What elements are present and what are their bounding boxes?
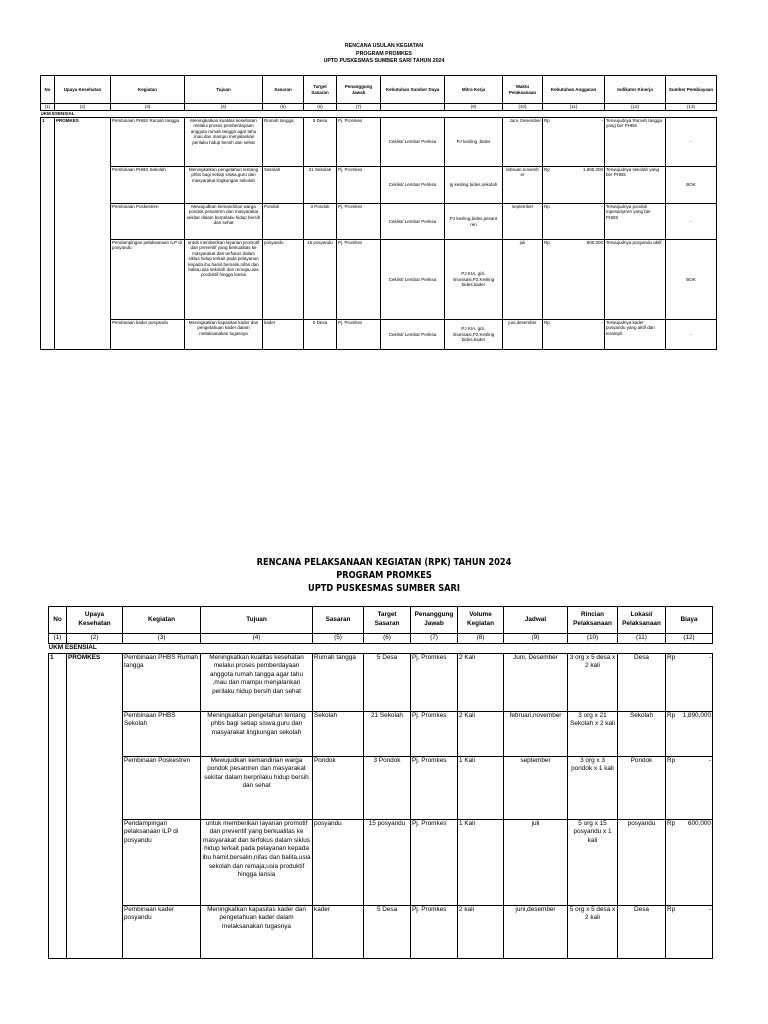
table-row	[49, 653, 713, 711]
header-cell: Kebutuhan Sumber Daya	[381, 76, 445, 104]
target-cell: 15 posyandu	[364, 819, 411, 905]
sasaran-cell: Rumah tangga	[313, 653, 364, 711]
anggaran-value: -	[601, 118, 603, 123]
indikator-cell: Terwujudnya sekolah yang ber PHBS	[605, 167, 666, 204]
column-number	[381, 104, 445, 111]
mitra-cell: PJ KIA, gizi, imunisasi,P2,Kesling bides,kader	[445, 320, 503, 350]
biaya-value: -	[708, 905, 711, 913]
biaya-cell	[666, 653, 713, 711]
lokasi-cell: Pondok	[618, 756, 666, 819]
kebutuhan-cell: Ceklist/ Lembar Periksa	[381, 204, 445, 240]
kegiatan-cell: Pembinaan PHBS Rumah tangga	[111, 118, 185, 167]
column-number: (1)	[41, 104, 55, 111]
rincian-cell: 3 org x 21 Sekolah x 2 kali	[568, 711, 618, 756]
sasaran-cell: Rumah tangga	[263, 118, 304, 167]
doc1-title-line: PROGRAM PROMKES	[356, 50, 412, 57]
kegiatan-cell: Pembinaan PHBS Sekolah	[123, 711, 201, 756]
rp-label: Rp	[544, 204, 550, 209]
header-cell: Sasaran	[263, 76, 304, 104]
kegiatan-cell: Pembinaan Poskestren	[111, 204, 185, 240]
section-row	[49, 643, 713, 653]
rp-label: Rp	[667, 653, 676, 661]
column-number: (13)	[666, 104, 717, 111]
doc1-title-line: RENCANA USULAN KEGIATAN	[344, 43, 424, 49]
kebutuhan-cell: Ceklist/ Lembar Periksa	[381, 240, 445, 320]
volume-cell: 2 kali	[458, 905, 504, 958]
waktu-cell: juli	[503, 240, 543, 320]
sasaran-cell: Sekolah	[263, 167, 304, 204]
tujuan-cell: Meningkatkan kualitas kesehatan melalui proses pemberdayaan anggota rumah tangga agar tahu ,mau dan mampu menjalankan perilaku hidup bersih dan sehat	[201, 653, 313, 711]
tujuan-cell: Mewujudkan kemandirian warga pondok pesantren dan masyarakat sekitar dalam berprilaku hidup bersih dan sehat	[201, 756, 313, 819]
sasaran-cell: Pondok	[313, 756, 364, 819]
biaya-cell	[666, 819, 713, 905]
table-row	[49, 756, 713, 819]
header-cell: Sumber Pembiayaan	[666, 76, 717, 104]
tujuan-cell: Meningkatkan kapasitas kader dan pengetahuan kader dalam melaksanakan tugasnya	[185, 320, 263, 350]
column-number: (5)	[263, 104, 304, 111]
table-row	[41, 320, 717, 350]
sasaran-cell: posyandu	[313, 819, 364, 905]
pj-cell: Pj. Promkes	[411, 653, 458, 711]
waktu-cell: juni,desember	[503, 320, 543, 350]
volume-cell: 1 Kali	[458, 756, 504, 819]
column-number-row	[49, 634, 713, 644]
upaya-kesehatan: PROMKES	[67, 653, 123, 958]
column-number: (2)	[67, 634, 123, 644]
doc2-title-line: UPTD PUSKESMAS SUMBER SARI	[308, 583, 460, 594]
header-cell: No	[41, 76, 55, 104]
header-cell: Kebutuhan Anggaran	[543, 76, 605, 104]
header-cell: Target Sasaran	[304, 76, 337, 104]
rp-label: Rp	[667, 756, 676, 764]
sasaran-cell: posyandu	[263, 240, 304, 320]
tujuan-cell: Meningkatkan kualitas kesehatan melalui proses pemberdayaan anggota rumah tangga agar tahu ,mau dan mampu menjalankan perilaku hidup bersih dan sehat	[185, 118, 263, 167]
table-row	[41, 204, 717, 240]
sumber-cell: BOK	[666, 240, 717, 320]
column-number: (3)	[111, 104, 185, 111]
kegiatan-cell: Pembinaan Poskestren	[123, 756, 201, 819]
rp-label: Rp	[544, 320, 550, 325]
rp-label: Rp	[667, 905, 676, 913]
target-cell: 5 Desa	[364, 653, 411, 711]
biaya-cell	[666, 711, 713, 756]
sasaran-cell: Sekolah	[313, 711, 364, 756]
target-cell: 15 posyandu	[304, 240, 337, 320]
indikator-cell: Terwujudnya pondok mpesanytren yang ber PHBS	[605, 204, 666, 240]
doc2-title	[54, 556, 714, 595]
section-label: UKM ESENSIAL	[40, 111, 75, 116]
kegiatan-cell: Pembinaan kader posyandu	[111, 320, 185, 350]
kebutuhan-cell: Ceklist/ Lembar Periksa	[381, 320, 445, 350]
sumber-cell: -	[666, 118, 717, 167]
lokasi-cell: Desa	[618, 653, 666, 711]
mitra-cell: pj kesling bides,sekolah	[445, 167, 503, 204]
doc2-title-line: RENCANA PELAKSANAAN KEGIATAN (RPK) TAHUN 2024	[256, 557, 512, 568]
rincian-cell: 3 org x 3 pondok x 1 kali	[568, 756, 618, 819]
table-row	[49, 905, 713, 958]
column-number: (4)	[185, 104, 263, 111]
column-number: (7)	[337, 104, 381, 111]
header-cell: No	[49, 607, 67, 634]
volume-cell: 2 Kali	[458, 653, 504, 711]
column-number: (5)	[313, 634, 364, 644]
target-cell: 3 Pondok	[364, 756, 411, 819]
column-number: (11)	[618, 634, 666, 644]
lokasi-cell: Sekolah	[618, 711, 666, 756]
column-number: (2)	[55, 104, 111, 111]
kebutuhan-cell: Ceklist/ Lembar Periksa	[381, 167, 445, 204]
column-number: (9)	[445, 104, 503, 111]
header-cell: Upaya Kesehatan	[55, 76, 111, 104]
section-label: UKM ESENSIAL	[48, 643, 97, 651]
header-cell: Jadwal	[504, 607, 568, 634]
column-number: (6)	[304, 104, 337, 111]
column-number: (10)	[503, 104, 543, 111]
table-row	[41, 118, 717, 167]
lokasi-cell: posyandu	[618, 819, 666, 905]
volume-cell: 2 Kali	[458, 711, 504, 756]
target-cell: 5 Desa	[304, 320, 337, 350]
anggaran-cell	[543, 240, 605, 320]
kegiatan-cell: Pendampingan pelaksanaan ILP di posyandu	[111, 240, 185, 320]
biaya-value: 1,890,000	[682, 711, 711, 719]
row-number: 1	[49, 653, 67, 958]
header-cell: Penanggung Jawab	[337, 76, 381, 104]
header-cell: Tujuan	[185, 76, 263, 104]
header-cell: Sasaran	[313, 607, 364, 634]
biaya-value: 600,000	[687, 819, 711, 827]
tujuan-cell: untuk memberikan layanan promotif dan preventif yang berkualitas ke masyarakat dan terfokus dalam siklus hidup terkait pada pelayanan kepada ibu hamil,bersalin,nifas dan balita,usia sekolah dan remaja,usia produktif hingga lansia	[201, 819, 313, 905]
pj-cell: Pj. Promkes	[337, 204, 381, 240]
table-row	[41, 240, 717, 320]
header-cell: Kegiatan	[123, 607, 201, 634]
header-cell: Indikator Kinerja	[605, 76, 666, 104]
jadwal-cell: september	[504, 756, 568, 819]
header-cell: Upaya Kesehatan	[67, 607, 123, 634]
header-cell: Tujuan	[201, 607, 313, 634]
rp-label: Rp	[544, 118, 550, 123]
column-number: (8)	[458, 634, 504, 644]
pj-cell: Pj. Promkes	[411, 711, 458, 756]
column-number: (3)	[123, 634, 201, 644]
target-cell: 21 Sekolah	[304, 167, 337, 204]
target-cell: 3 Pondok	[304, 204, 337, 240]
row-number: 1	[41, 118, 55, 350]
waktu-cell: februari,novemb er	[503, 167, 543, 204]
biaya-value: -	[708, 756, 711, 764]
doc2-title-line: PROGRAM PROMKES	[336, 570, 432, 581]
anggaran-value: -	[601, 320, 603, 325]
mitra-cell: PJ KIA, gizi, imunisasi,P2,Kesling bides,kader	[445, 240, 503, 320]
kegiatan-cell: Pembinaan PHBS Sekolah	[111, 167, 185, 204]
rincian-cell: 3 org x 5 desa x 2 kali	[568, 653, 618, 711]
jadwal-cell: Juni, Desember	[504, 653, 568, 711]
target-cell: 5 Desa	[364, 905, 411, 958]
target-cell: 5 Desa	[304, 118, 337, 167]
jadwal-cell: februari,november	[504, 711, 568, 756]
header-cell: Waktu Pelaksanaan	[503, 76, 543, 104]
rp-label: Rp	[667, 711, 676, 719]
column-number: (1)	[49, 634, 67, 644]
header-cell: Mitra Kerja	[445, 76, 503, 104]
indikator-cell: Terwujudnya kader posyandu yang aktif dan terampil	[605, 320, 666, 350]
pj-cell: Pj. Promkes	[411, 819, 458, 905]
doc1-title-line: UPTD PUSKESMAS SUMBER SARI TAHUN 2024	[323, 58, 445, 64]
header-cell: Lokasi/ Pelaksanaan	[618, 607, 666, 634]
sumber-cell: -	[666, 204, 717, 240]
pj-cell: Pj. Promkes	[411, 905, 458, 958]
header-row	[41, 76, 717, 104]
biaya-cell	[666, 756, 713, 819]
kegiatan-cell: Pendampingan pelaksanaan ILP di posyandu	[123, 819, 201, 905]
kebutuhan-cell: Ceklist/ Lembar Periksa	[381, 118, 445, 167]
anggaran-cell	[543, 167, 605, 204]
section-row	[41, 111, 717, 118]
tujuan-cell: Meningkatkan pengetahun tentang phbs bagi setiap siswa,guru dan masyarakat lingkungan sekolah	[201, 711, 313, 756]
waktu-cell: Juni, Desember	[503, 118, 543, 167]
sasaran-cell: kader	[263, 320, 304, 350]
column-number: (6)	[364, 634, 411, 644]
header-cell: Volume Kegiatan	[458, 607, 504, 634]
waktu-cell: september	[503, 204, 543, 240]
pj-cell: Pj. Promkes	[411, 756, 458, 819]
anggaran-value: -	[601, 204, 603, 209]
anggaran-cell	[543, 118, 605, 167]
column-number: (11)	[543, 104, 605, 111]
column-number: (10)	[568, 634, 618, 644]
mitra-cell: PJ kesling,bides,pesant ren	[445, 204, 503, 240]
lokasi-cell: Desa	[618, 905, 666, 958]
tujuan-cell: Mewujudkan kemandirian warga pondok pesantren dan masyarakat sekitar dalam berprilaku hidup bersih dan sehat	[185, 204, 263, 240]
rincian-cell: 5 org x 5 desa x 2 kali	[568, 905, 618, 958]
kegiatan-cell: Pembinaan kader posyandu	[123, 905, 201, 958]
tujuan-cell: Meningkatkan pengetahun tentang phbs bagi setiap siswa,guru dan masyarakat lingkungan sekolah	[185, 167, 263, 204]
anggaran-cell	[543, 320, 605, 350]
pj-cell: Pj. Promkes	[337, 118, 381, 167]
rencana-usulan-table	[40, 75, 717, 350]
rpk-table	[48, 606, 713, 959]
pj-cell: Pj. Promkes	[337, 240, 381, 320]
biaya-value: -	[708, 653, 711, 661]
table-row	[41, 167, 717, 204]
rp-label: Rp	[544, 240, 550, 245]
header-cell: Rincian Pelaksanaan	[568, 607, 618, 634]
column-number: (12)	[605, 104, 666, 111]
anggaran-cell	[543, 204, 605, 240]
indikator-cell: Terwujudnya Rumah tangga yang ber PHBS	[605, 118, 666, 167]
column-number: (12)	[666, 634, 713, 644]
volume-cell: 1 Kali	[458, 819, 504, 905]
sasaran-cell: kader	[313, 905, 364, 958]
sasaran-cell: Pondok	[263, 204, 304, 240]
header-cell: Target Sasaran	[364, 607, 411, 634]
sumber-cell: -	[666, 320, 717, 350]
pj-cell: Pj. Promkes	[337, 320, 381, 350]
upaya-kesehatan: PROMKES	[55, 118, 111, 350]
column-number: (9)	[504, 634, 568, 644]
rp-label: Rp	[667, 819, 676, 827]
tujuan-cell: Meningkatkan kapasitas kader dan pengetahuan kader dalam melaksanakan tugasnya	[201, 905, 313, 958]
sumber-cell: BOK	[666, 167, 717, 204]
column-number-row	[41, 104, 717, 111]
jadwal-cell: juli	[504, 819, 568, 905]
header-row	[49, 607, 713, 634]
rp-label: Rp	[544, 167, 550, 172]
pj-cell: Pj. Promkes	[337, 167, 381, 204]
anggaran-value: 600,000	[586, 240, 603, 245]
anggaran-value: 1,890,000	[582, 167, 603, 172]
header-cell: Penanggung Jawab	[411, 607, 458, 634]
header-cell: Kegiatan	[111, 76, 185, 104]
mitra-cell: PJ kesling ,bides	[445, 118, 503, 167]
biaya-cell	[666, 905, 713, 958]
jadwal-cell: juni,desember	[504, 905, 568, 958]
header-cell: Biaya	[666, 607, 713, 634]
kegiatan-cell: Pembinaan PHBS Rumah tangga	[123, 653, 201, 711]
column-number: (4)	[201, 634, 313, 644]
tujuan-cell: untuk memberikan layanan promotif dan preventif yang berkualitas ke masyarakat dan terfokus dalam siklus hidup terkait pada pelayanan kepada ibu hamil,bersalin,nifas dan balita,usia sekolah dan remaja,usia produktif hingga lansia	[185, 240, 263, 320]
target-cell: 21 Sekolah	[364, 711, 411, 756]
doc1-title	[0, 43, 768, 66]
column-number: (7)	[411, 634, 458, 644]
table-row	[49, 711, 713, 756]
indikator-cell: Terwujudnya posyandu aktif	[605, 240, 666, 320]
rincian-cell: 5 org x 15 posyandu x 1 kali	[568, 819, 618, 905]
table-row	[49, 819, 713, 905]
